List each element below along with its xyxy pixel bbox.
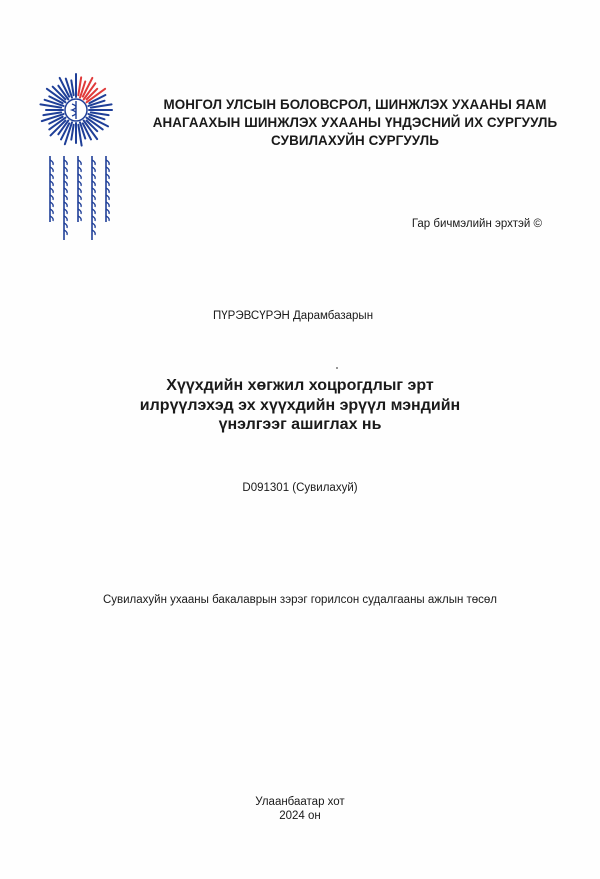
institution-header — [120, 96, 590, 150]
title-line-1: Хүүхдийн хөгжил хоцрогдлыг эрт — [166, 377, 434, 394]
school-name: СУВИЛАХУЙН СУРГУУЛЬ — [271, 133, 439, 148]
specialty-code: D091301 (Сувилахуй) — [242, 482, 358, 494]
university-name: АНАГААХЫН ШИНЖЛЭХ УХААНЫ ҮНДЭСНИЙ ИХ СУРГУУЛЬ — [152, 115, 558, 130]
ministry-name: МОНГОЛ УЛСЫН БОЛОВСРОЛ, ШИНЖЛЭХ УХААНЫ ЯАМ — [163, 97, 547, 112]
copyright-note: Гар бичмэлийн эрхтэй © — [411, 218, 542, 230]
speck-mark — [336, 367, 338, 369]
thesis-title — [100, 376, 500, 435]
year: 2024 он — [279, 810, 321, 822]
university-emblem-icon — [36, 70, 116, 150]
emblem-ray — [71, 125, 73, 140]
place-and-year — [0, 795, 600, 823]
author-name: ПҮРЭВСҮРЭН Дарамбазарын — [213, 310, 374, 322]
emblem-ray — [71, 80, 73, 95]
title-line-3: үнэлгээг ашиглах нь — [218, 416, 382, 433]
title-line-2: илрүүлэхэд эх хүүхдийн эрүүл мэндийн — [139, 396, 461, 414]
mongolian-script-emblem-text — [44, 152, 114, 250]
degree-statement: Сувилахуйн ухааны бакалаврын зэрэг горилсон судалгааны ажлын төсөл — [102, 594, 498, 606]
city: Улаанбаатар хот — [255, 796, 345, 808]
